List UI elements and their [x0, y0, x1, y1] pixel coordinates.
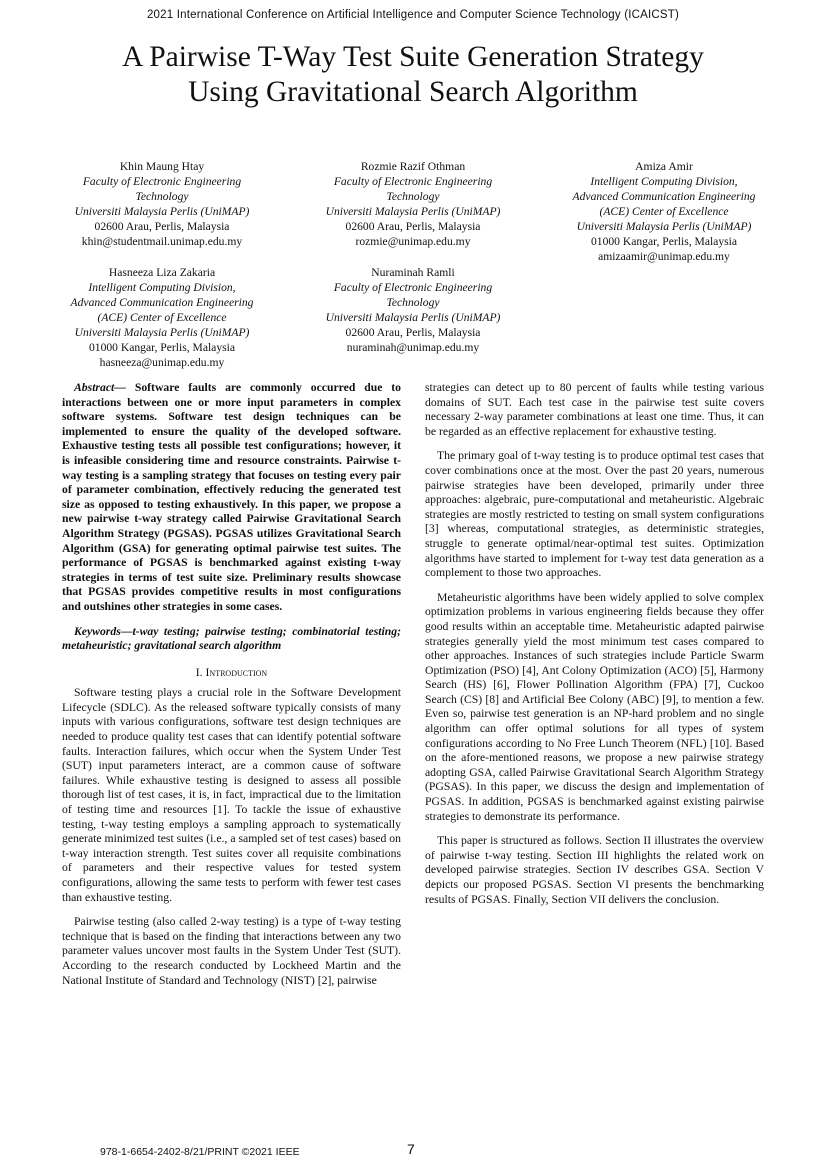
abstract	[62, 381, 401, 615]
author-block	[293, 265, 533, 355]
abstract-label: Abstract—	[74, 381, 126, 394]
author-address: 02600 Arau, Perlis, Malaysia	[94, 220, 230, 233]
author-affiliation: Technology	[386, 190, 440, 203]
abstract-text: Software faults are commonly occurred due to interactions between one or more input parameters in complex software systems. Software test design techniques can be implemented to ensure the quality of the developed software. Exhaustive testing tests all possible test configurations; however, it is infeasible considering time and resource constraints. Pairwise t-way testing is a sampling strategy that focuses on testing every pair of parameter combination, effectively reducing the generated test size as opposed to testing exhaustively. In this paper, we propose a new pairwise t-way strategy called Pairwise Gravitational Search Algorithm Strategy (PGSAS). PGSAS utilizes Gravitational Search Algorithm (GSA) for generating optimal pairwise test suites. The performance of PGSAS is benchmarked against existing t-way strategies in terms of test suite size. Preliminary results showcase that PGSAS provides competitive results in most configurations and outshines other strategies in some cases.	[62, 381, 401, 613]
author-address: 02600 Arau, Perlis, Malaysia	[345, 220, 481, 233]
body-paragraph-continued: strategies can detect up to 80 percent of faults while testing various domains of SUT. Each test case in the pairwise test suite covers necessary 2-way parameter combinations at least one time. Thus, it can be regarded as an effective replacement for exhaustive testing.	[425, 381, 764, 438]
author-address: 02600 Arau, Perlis, Malaysia	[345, 326, 481, 339]
author-affiliation: Universiti Malaysia Perlis (UniMAP)	[325, 205, 501, 218]
author-affiliation: Universiti Malaysia Perlis (UniMAP)	[325, 311, 501, 324]
body-paragraph: Pairwise testing (also called 2-way testing) is a type of t-way testing technique that is based on the finding that interactions between any two parameter values uncover most faults in the System Under Test (SUT). According to the research conducted by Lockheed Martin and the National Institute of Standard and Technology (NIST) [2], pairwise	[62, 915, 401, 987]
author-affiliation: Technology	[135, 190, 189, 203]
author-affiliation: Universiti Malaysia Perlis (UniMAP)	[74, 205, 250, 218]
author-email: rozmie@unimap.edu.my	[355, 235, 471, 248]
body-paragraph: Metaheuristic algorithms have been widely applied to solve complex optimization problems in various engineering fields because they offer good results within an acceptable time. Metaheuristic adapted pairwise strategies generally yield the most minimum test cases compared to other approaches. Instances of such strategies include Particle Swarm Optimization (PSO) [4], Ant Colony Optimization (ACO) [5], Harmony Search (HS) [6], Flower Pollination Algorithm (FPA) [7], Cuckoo Search (CS) [8] and Artificial Bee Colony (ABC) [9], to mention a few. Even so, pairwise test generation is an NP-hard problem and no single algorithm can offer optimal solutions for all types of system configurations according to No Free Lunch Theorem (NFL) [10]. Based on the afore-mentioned reasons, we propose a new pairwise strategy adopting GSA, called Pairwise Gravitational Search Algorithm Strategy (PGSAS). In this paper, we discuss the design and implementation of PGSAS. In addition, PGSAS is benchmarked against existing pairwise strategies to demonstrate its performance.	[425, 590, 764, 823]
author-affiliation: Faculty of Electronic Engineering	[333, 175, 493, 188]
author-address: 01000 Kangar, Perlis, Malaysia	[88, 341, 236, 354]
author-block	[42, 159, 282, 249]
author-email: hasneeza@unimap.edu.my	[99, 356, 225, 369]
author-email: nuraminah@unimap.edu.my	[346, 341, 480, 354]
author-affiliation: (ACE) Center of Excellence	[599, 205, 729, 218]
left-column	[62, 381, 401, 998]
title-line-1: A Pairwise T-Way Test Suite Generation Strategy	[122, 41, 704, 73]
author-name: Rozmie Razif Othman	[360, 160, 466, 173]
author-affiliation: Universiti Malaysia Perlis (UniMAP)	[74, 326, 250, 339]
author-block	[544, 159, 784, 264]
section-number: I.	[195, 665, 203, 679]
section-title: Introduction	[205, 665, 268, 679]
author-affiliation: Advanced Communication Engineering	[572, 190, 756, 203]
section-heading	[62, 666, 401, 681]
author-name: Khin Maung Htay	[119, 160, 205, 173]
body-paragraph: This paper is structured as follows. Section II illustrates the overview of pairwise t-way testing. Section III highlights the related work on developed pairwise strategies. Section IV describes GSA. Section V depicts our proposed PGSAS. Section VI presents the benchmarking results of PGSAS. Finally, Section VII delivers the conclusion.	[425, 834, 764, 906]
author-name: Hasneeza Liza Zakaria	[108, 266, 216, 279]
author-affiliation: Intelligent Computing Division,	[590, 175, 738, 188]
title-line-2: Using Gravitational Search Algorithm	[188, 76, 638, 108]
conference-header: 2021 International Conference on Artificial Intelligence and Computer Science Technology (ICAICST)	[146, 9, 680, 21]
keywords: Keywords—t-way testing; pairwise testing; combinatorial testing; metaheuristic; gravitational search algorithm	[62, 624, 401, 653]
author-affiliation: Faculty of Electronic Engineering	[82, 175, 242, 188]
author-name: Nuraminah Ramli	[371, 266, 455, 279]
footer-isbn: 978-1-6654-2402-8/21/PRINT ©2021 IEEE	[100, 1146, 300, 1158]
author-affiliation: Universiti Malaysia Perlis (UniMAP)	[576, 220, 752, 233]
author-affiliation: Technology	[386, 296, 440, 309]
right-column	[425, 381, 764, 917]
author-block	[42, 265, 282, 370]
author-block	[293, 159, 533, 249]
author-name: Amiza Amir	[635, 160, 693, 173]
author-affiliation: (ACE) Center of Excellence	[97, 311, 227, 324]
author-affiliation: Faculty of Electronic Engineering	[333, 281, 493, 294]
paper-title	[40, 40, 786, 110]
body-paragraph: The primary goal of t-way testing is to produce optimal test cases that cover combinations once at the most. Over the past 20 years, numerous pairwise strategies have been developed, primarily under three approaches: algebraic, pure-computational and metaheuristic. Algebraic strategies are mostly restricted to testing on small system configurations [3] whereas, computational strategies, as deterministic strategies, struggle to generate optimal/near-optimal test suites. Optimization algorithms have started to implement for t-way test data generation as a complement to those two approaches.	[425, 449, 764, 580]
author-affiliation: Advanced Communication Engineering	[70, 296, 254, 309]
author-email: amizaamir@unimap.edu.my	[598, 250, 730, 263]
author-address: 01000 Kangar, Perlis, Malaysia	[590, 235, 738, 248]
author-email: khin@studentmail.unimap.edu.my	[81, 235, 243, 248]
page-number: 7	[407, 1141, 415, 1157]
body-paragraph: Software testing plays a crucial role in the Software Development Lifecycle (SDLC). As the released software typically consists of many inputs with various configurations, software test design techniques are needed to produce quality test cases that can identify potential software faults. Interaction failures, which occur when the System Under Test (SUT) input parameters interact, are a common cause of software failures. While exhaustive testing is designed to assess all possible thorough list of test cases, it is, in fact, impractical due to the limitation of testing time and resources [1]. To tackle the issue of exhaustive testing, t-way testing employs a sampling approach to systematically generate minimized test suites (i.e., a sampled set of test cases) based on t-way interaction strength. Test suites cover all requisite combinations of parameters and their respective values for tested system configurations, allowing the same tests to perform with fewer test cases than exhaustive testing.	[62, 686, 401, 904]
author-affiliation: Intelligent Computing Division,	[88, 281, 236, 294]
